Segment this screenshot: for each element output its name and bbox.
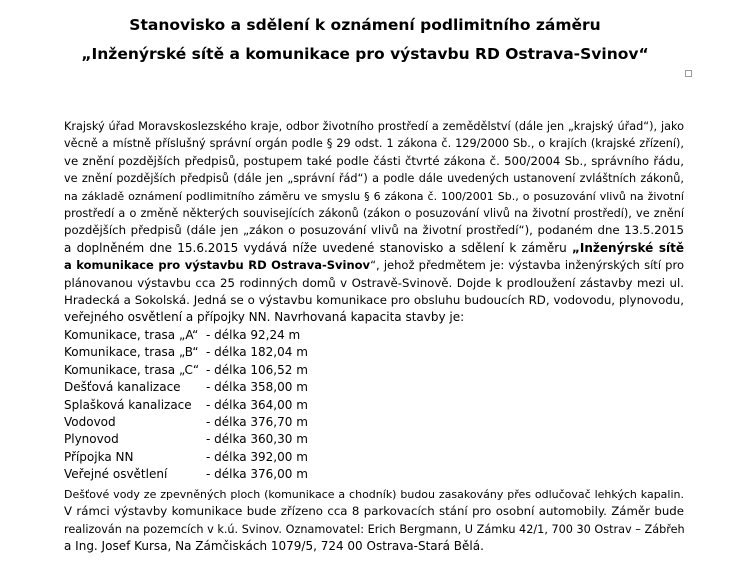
- item-name: Přípojka NN: [64, 449, 134, 464]
- text-line: věcně a místně příslušný správní orgán podle § 29 odst. 1 zákona č. 129/2000 Sb., o krajích (krajské zřízení),: [64, 137, 684, 151]
- item-name: Komunikace, trasa „C“: [64, 362, 200, 377]
- text-line: ve znění pozdějších předpisů, postupem také podle části čtvrté zákona č. 500/2004 Sb., správního řádu,: [64, 153, 684, 168]
- item-length: - délka 376,70 m: [206, 414, 308, 429]
- paragraph-marker-icon: [685, 70, 692, 77]
- capacity-item: [64, 466, 308, 483]
- item-name: Veřejné osvětlení: [64, 467, 168, 482]
- text-line: Dešťové vody ze zpevněných ploch (komunikace a chodník) budou zasakovány přes odlučovač lehkých kapalin.: [64, 488, 684, 501]
- project-name-bold: a komunikace pro výstavbu RD Ostrava-Svinov: [64, 258, 371, 273]
- text-line: a Ing. Josef Kursa, Na Zámčiskách 1079/5, 724 00 Ostrava-Stará Bělá.: [64, 539, 484, 554]
- item-length: - délka 376,00 m: [206, 467, 308, 482]
- capacity-list: [64, 327, 308, 484]
- capacity-item: [64, 449, 308, 466]
- text-line: pozdějších předpisů (dále jen „zákon o posuzování vlivů na životní prostředí“), podaném dne 13.5.2015: [64, 223, 684, 238]
- item-length: - délka 364,00 m: [206, 397, 308, 412]
- text-run: “, jehož předmětem je: výstavba inženýrských sítí pro: [370, 258, 684, 273]
- project-name-title: „Inženýrské sítě a komunikace pro výstavbu RD Ostrava-Svinov“: [81, 45, 649, 63]
- text-run: a doplněném dne 15.6.2015 vydává níže uvedené stanovisko a sdělení k záměru: [64, 240, 573, 255]
- text-line: plánovanou výstavbu cca 25 rodinných domů v Ostravě-Svinově. Dojde k prodloužení zástavby mezi ul.: [64, 275, 684, 290]
- item-length: - délka 92,24 m: [206, 328, 301, 342]
- text-line: Hradecká a Sokolská. Jedná se o výstavbu komunikace pro obsluhu budoucích RD, vodovodu, plynovodu,: [64, 293, 684, 308]
- capacity-item: [64, 379, 308, 396]
- text-line: V rámci výstavby komunikace bude zřízeno cca 8 parkovacích stání pro osobní automobily. Záměr bude: [64, 504, 684, 519]
- capacity-item: [64, 344, 308, 361]
- item-length: - délka 360,30 m: [206, 432, 308, 447]
- text-line: [64, 240, 684, 257]
- project-name-bold: „Inženýrské sítě: [572, 240, 684, 255]
- item-length: - délka 182,04 m: [206, 345, 308, 360]
- item-length: - délka 106,52 m: [206, 362, 308, 377]
- item-name: Dešťová kanalizace: [64, 380, 181, 395]
- item-length: - délka 358,00 m: [206, 380, 308, 395]
- text-line: veřejného osvětlení a přípojky NN. Navrhovaná kapacita stavby je:: [64, 310, 465, 325]
- text-line: na základě oznámení podlimitního záměru ve smyslu § 6 zákona č. 100/2001 Sb., o posuzování vlivů na životní: [64, 189, 684, 203]
- text-line: prostředí a o změně některých souvisejících zákonů (zákon o posuzování vlivů na životní prostředí), ve znění: [64, 207, 684, 221]
- capacity-item: [64, 397, 308, 414]
- text-line: realizován na pozemcích v k.ú. Svinov. Oznamovatel: Erich Bergmann, U Zámku 42/1, 700 30 Ostrav – Zábřeh: [64, 522, 685, 536]
- text-line: [64, 257, 684, 274]
- text-line: ve znění pozdějších předpisů (dále jen „správní řád“) a podle dále uvedených ustanovení zvláštních zákonů,: [64, 172, 684, 186]
- text-line: Krajský úřad Moravskoslezského kraje, odbor životního prostředí a zemědělství (dále jen „krajský úřad“), jako: [64, 120, 684, 133]
- item-name: Splašková kanalizace: [64, 397, 192, 412]
- capacity-item: [64, 362, 308, 379]
- item-name: Vodovod: [64, 414, 116, 429]
- capacity-item: [64, 431, 308, 448]
- capacity-item: [64, 327, 308, 344]
- item-name: Plynovod: [64, 432, 119, 447]
- item-name: Komunikace, trasa „B“: [64, 345, 199, 360]
- intro-paragraph: [64, 118, 684, 327]
- document-title: Stanovisko a sdělení k oznámení podlimitního záměru: [129, 16, 601, 34]
- item-length: - délka 392,00 m: [206, 449, 308, 464]
- closing-paragraph: [64, 486, 684, 556]
- capacity-item: [64, 414, 308, 431]
- item-name: Komunikace, trasa „A“: [64, 328, 199, 342]
